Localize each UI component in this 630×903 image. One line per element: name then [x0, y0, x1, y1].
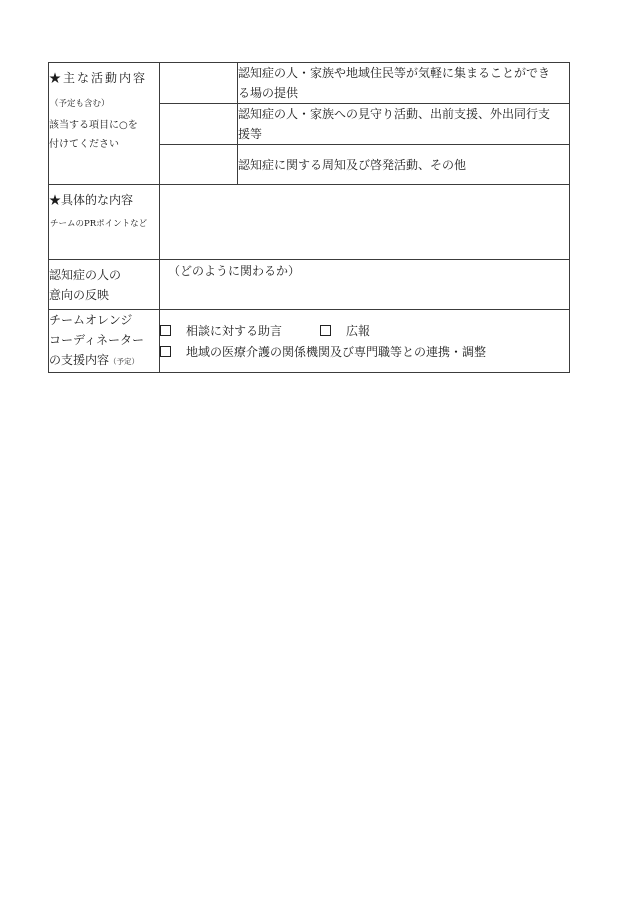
activity-mark-cell-2[interactable] [160, 104, 238, 145]
support-option-coordination[interactable] [160, 342, 486, 362]
activities-instruction-line: 付けてください [49, 139, 119, 150]
details-heading: ★具体的な内容 [49, 193, 134, 207]
checkbox[interactable] [320, 325, 331, 336]
details-label-cell [49, 185, 160, 260]
activity-item-text: 認知症に関する周知及び啓発活動、その他 [238, 157, 467, 172]
support-options-row [160, 320, 569, 341]
details-row [49, 185, 570, 260]
support-option-advice[interactable] [160, 321, 320, 341]
support-options-row [160, 341, 569, 362]
reflection-input-cell[interactable] [160, 260, 570, 310]
activity-row [49, 63, 570, 104]
activity-mark-cell-3[interactable] [160, 145, 238, 185]
activity-item-text: 援等 [238, 127, 263, 141]
support-option-label: 広報 [346, 323, 371, 338]
support-option-label: 相談に対する助言 [186, 323, 283, 338]
reflection-heading-line: 認知症の人の [49, 267, 122, 282]
activities-heading: ★主な活動内容 [49, 71, 148, 85]
support-heading-line [49, 350, 159, 372]
activity-item-2 [238, 104, 570, 145]
reflection-heading-line: 意向の反映 [49, 287, 110, 302]
activity-item-1 [238, 63, 570, 104]
reflection-label-cell [49, 260, 160, 310]
details-note: チームのPRポイントなど [50, 219, 148, 229]
support-label-cell [49, 310, 160, 373]
reflection-prompt: （どのように関わるか） [168, 264, 301, 278]
activity-form-table [48, 62, 570, 373]
support-heading-text: の支援内容 [49, 353, 110, 367]
activity-item-text: 認知症の人・家族や地域住民等が気軽に集まることができ [238, 66, 551, 80]
support-heading-line: チームオレンジ [49, 313, 133, 327]
support-options-cell [160, 310, 570, 373]
activities-instruction-line: 該当する項目に○を [49, 120, 138, 131]
activity-item-text: る場の提供 [238, 86, 299, 100]
support-heading-line: コーディネーター [49, 333, 145, 347]
checkbox[interactable] [160, 325, 171, 336]
support-option-label: 地域の医療介護の関係機関及び専門職等との連携・調整 [186, 344, 487, 359]
details-input-cell[interactable] [160, 185, 570, 260]
activity-item-text: 認知症の人・家族への見守り活動、出前支援、外出同行支 [238, 107, 551, 121]
support-option-publicity[interactable] [320, 321, 370, 341]
support-heading-note: （予定） [109, 357, 140, 366]
support-row [49, 310, 570, 373]
activities-label-cell [49, 63, 160, 185]
activity-item-3 [238, 145, 570, 185]
checkbox[interactable] [160, 346, 171, 357]
activities-note: （予定も含む） [50, 99, 110, 109]
reflection-row [49, 260, 570, 310]
activity-mark-cell-1[interactable] [160, 63, 238, 104]
